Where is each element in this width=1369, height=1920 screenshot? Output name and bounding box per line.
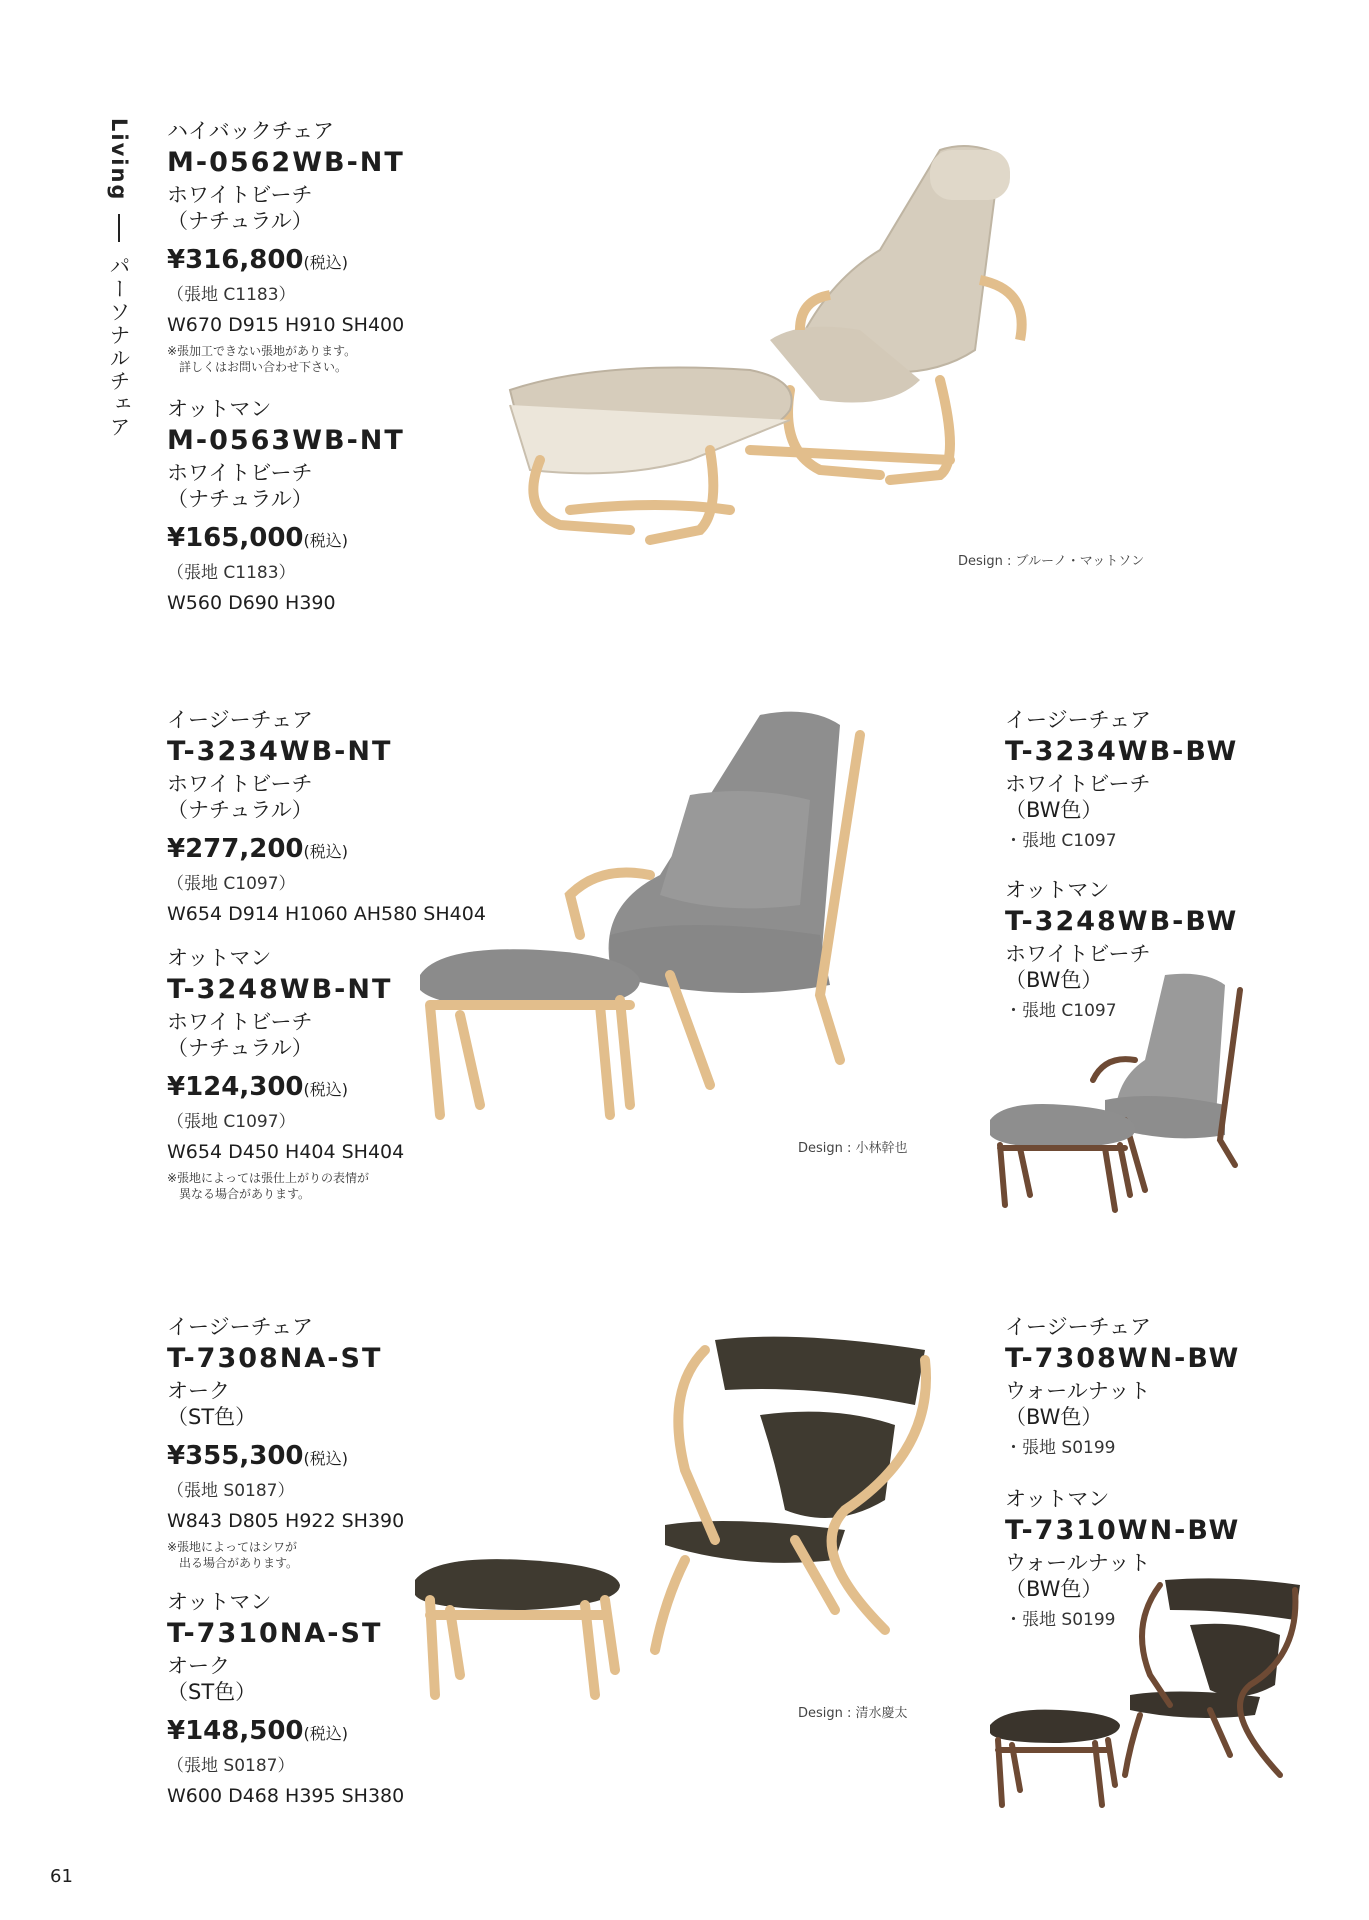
model-number: T-3248WB-NT [167, 974, 393, 1005]
page-number: 61 [50, 1866, 73, 1887]
easy-chair-dark-photo [415, 1330, 955, 1710]
fabric-code: （張地 C1183） [167, 285, 296, 305]
dimensions: W654 D914 H1060 AH580 SH404 [167, 903, 486, 925]
wood-color: （ナチュラル） [167, 798, 313, 822]
wood-name: ホワイトビーチ [167, 1010, 313, 1034]
side-tab-subcategory: パーソナルチェア [107, 254, 131, 439]
designer-credit: Design : ブルーノ・マットソン [958, 554, 1145, 569]
wood-color: （BW色） [1005, 1577, 1103, 1601]
model-number: T-3234WB-NT [167, 736, 393, 767]
price [167, 520, 467, 559]
price-value: ¥316,800 [167, 245, 304, 275]
tax-label: (税込) [303, 1080, 349, 1099]
product-m0562 [167, 118, 467, 375]
wood-name: ウォールナット [1005, 1379, 1151, 1403]
dimensions: W670 D915 H910 SH400 [167, 314, 405, 336]
tax-label: (税込) [303, 1449, 349, 1468]
product-type: イージーチェア [167, 708, 313, 732]
wood-color: （ナチュラル） [167, 487, 313, 511]
wood-name: ホワイトビーチ [167, 461, 313, 485]
note-line: ※張地によってはシワが [167, 1540, 298, 1554]
price-value: ¥124,300 [167, 1072, 304, 1102]
product-m0563 [167, 396, 467, 617]
price [167, 242, 467, 281]
fabric-code: ・張地 S0199 [1005, 1610, 1116, 1630]
wood-color: （ナチュラル） [167, 1036, 313, 1060]
product-type: オットマン [167, 946, 272, 970]
dimensions: W843 D805 H922 SH390 [167, 1510, 405, 1532]
model-number: T-3248WB-BW [1005, 906, 1239, 937]
dimensions: W600 D468 H395 SH380 [167, 1785, 405, 1807]
high-back-chair-photo [500, 130, 1140, 570]
product-type: オットマン [1005, 1487, 1110, 1511]
model-number: M-0562WB-NT [167, 147, 405, 178]
product-t3234-bw [1005, 707, 1265, 853]
fabric-code: （張地 C1097） [167, 874, 296, 894]
fabric-code: ・張地 C1097 [1005, 1001, 1117, 1021]
note [167, 343, 467, 375]
price-value: ¥148,500 [167, 1716, 304, 1746]
fabric-code: ・張地 S0199 [1005, 1438, 1116, 1458]
note-line: ※張地によっては張仕上がりの表情が [167, 1171, 370, 1185]
wood-name: ホワイトビーチ [167, 183, 313, 207]
easy-chair-grey-photo [420, 705, 960, 1125]
wood-name: オーク [167, 1654, 230, 1678]
dimensions: W654 D450 H404 SH404 [167, 1141, 405, 1163]
product-type: オットマン [167, 397, 272, 421]
model-number: T-7310WN-BW [1005, 1515, 1241, 1546]
wood-color: （BW色） [1005, 1405, 1103, 1429]
model-number: T-7310NA-ST [167, 1618, 383, 1649]
wood-color: （BW色） [1005, 798, 1103, 822]
fabric-code: （張地 C1183） [167, 563, 296, 583]
side-tab [104, 118, 134, 439]
tax-label: (税込) [303, 253, 349, 272]
model-number: T-7308NA-ST [167, 1343, 383, 1374]
designer-credit: Design : 清水慶太 [798, 1706, 908, 1721]
wood-color: （BW色） [1005, 968, 1103, 992]
easy-chair-walnut-dark-photo [990, 1575, 1300, 1815]
wood-name: ウォールナット [1005, 1551, 1151, 1575]
wood-color: （ST色） [167, 1680, 257, 1704]
wood-name: ホワイトビーチ [167, 772, 313, 796]
fabric-code: （張地 S0187） [167, 1756, 295, 1776]
product-type: オットマン [1005, 878, 1110, 902]
product-t7308-bw [1005, 1314, 1265, 1460]
wood-color: （ナチュラル） [167, 209, 313, 233]
note-line: 詳しくはお問い合わせ下さい。 [179, 360, 348, 374]
tax-label: (税込) [303, 842, 349, 861]
product-type: イージーチェア [1005, 708, 1151, 732]
wood-name: オーク [167, 1379, 230, 1403]
model-number: T-7308WN-BW [1005, 1343, 1241, 1374]
side-tab-divider [118, 214, 120, 242]
note-line: 出る場合があります。 [179, 1556, 299, 1570]
note-line: ※張加工できない張地があります。 [167, 344, 357, 358]
wood-name: ホワイトビーチ [1005, 772, 1151, 796]
product-type: イージーチェア [1005, 1315, 1151, 1339]
fabric-code: （張地 S0187） [167, 1481, 295, 1501]
product-type: オットマン [167, 1590, 272, 1614]
easy-chair-walnut-photo [985, 970, 1285, 1220]
model-number: T-3234WB-BW [1005, 736, 1239, 767]
tax-label: (税込) [303, 1724, 349, 1743]
note [167, 1170, 487, 1202]
tax-label: (税込) [303, 531, 349, 550]
model-number: M-0563WB-NT [167, 425, 405, 456]
price-value: ¥277,200 [167, 834, 304, 864]
fabric-code: （張地 C1097） [167, 1112, 296, 1132]
price-value: ¥355,300 [167, 1441, 304, 1471]
product-type: イージーチェア [167, 1315, 313, 1339]
designer-credit: Design : 小林幹也 [798, 1141, 908, 1156]
note-line: 異なる場合があります。 [179, 1187, 311, 1201]
wood-color: （ST色） [167, 1405, 257, 1429]
dimensions: W560 D690 H390 [167, 592, 336, 614]
product-type: ハイバックチェア [167, 119, 334, 143]
wood-name: ホワイトビーチ [1005, 942, 1151, 966]
side-tab-category: Living [107, 118, 131, 202]
price-value: ¥165,000 [167, 523, 304, 553]
price [167, 1713, 467, 1752]
fabric-code: ・張地 C1097 [1005, 831, 1117, 851]
